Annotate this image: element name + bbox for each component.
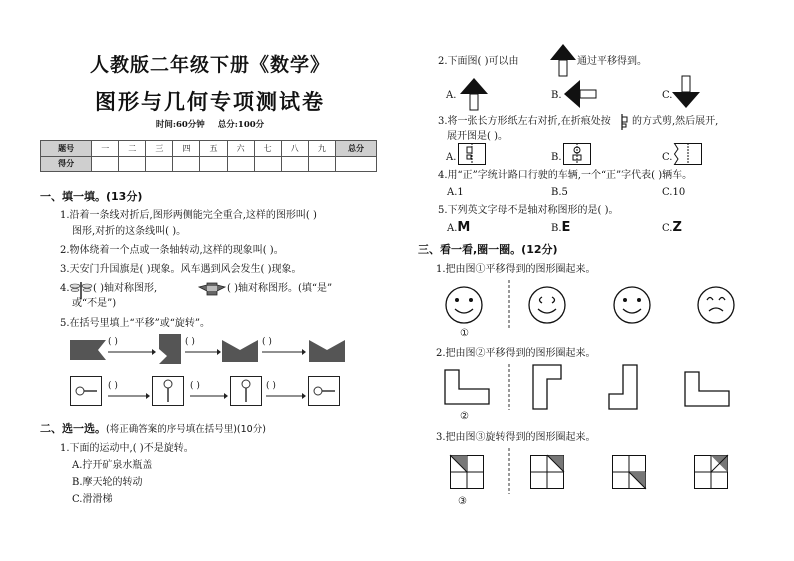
- s2-q1-option-a[interactable]: A.拧开矿泉水瓶盖: [72, 460, 153, 471]
- score-input-cell[interactable]: [119, 156, 146, 172]
- letter-m: M: [457, 220, 471, 235]
- arrow-up-shape-icon: [550, 44, 576, 78]
- arrow-right-icon: [190, 393, 228, 399]
- divider: [508, 364, 510, 410]
- square-pattern-option-3[interactable]: [694, 455, 728, 489]
- mark-3: ③: [458, 496, 467, 507]
- s2-q3-option-a[interactable]: A.: [446, 152, 457, 163]
- score-table: [40, 140, 377, 172]
- score-input-cell[interactable]: [308, 156, 335, 172]
- key-frame-2: [152, 376, 184, 406]
- score-table-header-cell: 二: [119, 141, 146, 157]
- smiley-face-option-1[interactable]: [527, 285, 567, 325]
- smiley-face-option-3[interactable]: [696, 285, 736, 325]
- score-input-cell[interactable]: [146, 156, 173, 172]
- s1-q5-answer-6[interactable]: ( ): [266, 381, 276, 391]
- notched-top-shape: [222, 340, 258, 362]
- s2-q4-option-c[interactable]: C.10: [662, 187, 686, 198]
- section3-title: 三、看一看,圈一圈。(12分): [418, 243, 558, 256]
- score-table-score-row: [41, 156, 377, 172]
- option-a-arrow-up-icon: [460, 78, 488, 112]
- score-table-header-cell: 五: [200, 141, 227, 157]
- mark-2: ②: [460, 411, 469, 422]
- option-c-unfold-icon: [674, 143, 702, 165]
- arrow-right-icon: [185, 349, 221, 355]
- l-shape-option-3[interactable]: [684, 371, 730, 407]
- s2-q2-part2: 通过平移得到。: [577, 56, 647, 67]
- smiley-face-option-2[interactable]: [612, 285, 652, 325]
- score-input-cell[interactable]: [227, 156, 254, 172]
- s1-q2: 2.物体绕着一个点或一条轴转动,这样的现象叫( )。: [60, 245, 284, 256]
- s2-q5-option-c[interactable]: [662, 220, 682, 236]
- key-frame-1: [70, 376, 102, 406]
- s3-q2: 2.把由图②平移得到的图形圈起来。: [436, 348, 596, 359]
- arrow-right-icon: [108, 393, 150, 399]
- score-input-cell[interactable]: [254, 156, 281, 172]
- divider: [508, 448, 510, 494]
- option-b-arrow-left-icon: [564, 80, 598, 108]
- car-logo-icon: [198, 282, 226, 296]
- s2-q3-part3: 展开图是( )。: [447, 131, 508, 142]
- s2-q5-option-b[interactable]: [551, 220, 570, 236]
- score-table-header-cell: 八: [281, 141, 308, 157]
- s2-q5-option-b-label: B.: [551, 223, 562, 234]
- s1-q5-answer-4[interactable]: ( ): [108, 381, 118, 391]
- cut-pattern-icon: [620, 114, 630, 130]
- s2-q4-option-a[interactable]: A.1: [447, 187, 464, 198]
- s1-q5-answer-3[interactable]: ( ): [262, 337, 272, 347]
- s2-q3-part1: 3.将一张长方形纸左右对折,在折痕处按: [438, 116, 611, 127]
- section2-title: [40, 420, 266, 436]
- s2-q2-option-b[interactable]: B.: [551, 90, 562, 101]
- s1-q1-line2: 图形,对折的这条线叫( )。: [72, 226, 187, 237]
- arrow-right-icon: [262, 349, 306, 355]
- score-table-header-cell: 九: [308, 141, 335, 157]
- s1-q5: 5.在括号里填上“平移”或“旋转”。: [60, 318, 210, 329]
- score-input-cell[interactable]: [173, 156, 200, 172]
- divider: [508, 280, 510, 330]
- score-table-header-cell: 三: [146, 141, 173, 157]
- s1-q5-answer-1[interactable]: ( ): [108, 337, 118, 347]
- s2-q3-option-c[interactable]: C.: [662, 152, 673, 163]
- score-table-label-cell: 题号: [41, 141, 92, 157]
- s2-q1: 1.下面的运动中,( )不是旋转。: [60, 443, 194, 454]
- score-input-cell[interactable]: [200, 156, 227, 172]
- s1-q5-answer-2[interactable]: ( ): [185, 337, 195, 347]
- section1-title: 一、填一填。(13分): [40, 190, 143, 203]
- s1-q4-part2: ( )轴对称图形。(填“是”: [227, 283, 333, 294]
- s3-q3: 3.把由图③旋转得到的图形圈起来。: [436, 432, 596, 443]
- notched-arrow-shape: [70, 338, 108, 362]
- s2-q3-part2: 的方式剪,然后展开,: [632, 116, 719, 127]
- s2-q1-option-c[interactable]: C.滑滑梯: [72, 494, 113, 505]
- s1-q5-answer-5[interactable]: ( ): [190, 381, 200, 391]
- l-shape-original: [444, 369, 490, 405]
- notched-arrow-rotated-shape: [157, 334, 183, 364]
- score-table-header-cell: 四: [173, 141, 200, 157]
- arrow-right-icon: [108, 349, 156, 355]
- l-shape-option-2[interactable]: [608, 364, 638, 410]
- option-a-unfold-icon: [458, 143, 486, 165]
- notched-top-shape-2: [309, 340, 345, 362]
- option-c-arrow-down-icon: [672, 76, 700, 110]
- section2-title-text: 二、选一选。: [40, 422, 106, 435]
- s2-q5-option-a[interactable]: [447, 220, 470, 236]
- s1-q3: 3.天安门升国旗是( )现象。风车遇到风会发生( )现象。: [60, 264, 302, 275]
- s2-q2-option-a[interactable]: A.: [446, 90, 457, 101]
- square-pattern-original: [450, 455, 484, 489]
- page-title: 人教版二年级下册《数学》: [90, 54, 331, 76]
- score-table-header-row: [41, 141, 377, 157]
- s2-q5: 5.下列英文字母不是轴对称图形的是( )。: [438, 205, 619, 216]
- score-table-header-cell: 六: [227, 141, 254, 157]
- s2-q4: 4.用“正”字统计路口行驶的车辆,一个“正”字代表( )辆车。: [438, 170, 693, 181]
- score-table-header-cell: 七: [254, 141, 281, 157]
- smiley-face-original: [444, 285, 484, 325]
- s1-q4-part1: ( )轴对称图形,: [93, 283, 158, 294]
- s2-q2-option-c[interactable]: C.: [662, 90, 673, 101]
- score-table-header-cell: 总分: [336, 141, 377, 157]
- arrow-right-icon: [266, 393, 306, 399]
- page-subtitle: 图形与几何专项测试卷: [95, 90, 325, 114]
- s2-q5-option-a-label: A.: [447, 223, 458, 234]
- letter-z: Z: [672, 220, 682, 235]
- s2-q4-option-b[interactable]: B.5: [551, 187, 568, 198]
- score-input-cell[interactable]: [92, 156, 119, 172]
- square-pattern-option-1[interactable]: [530, 455, 564, 489]
- mark-1: ①: [460, 328, 469, 339]
- s1-q1-line1: 1.沿着一条线对折后,图形两侧能完全重合,这样的图形叫( ): [60, 210, 317, 221]
- l-shape-option-1[interactable]: [532, 364, 562, 410]
- s2-q5-option-c-label: C.: [662, 223, 673, 234]
- exam-meta: 时间:60分钟 总分:100分: [155, 120, 265, 130]
- score-table-label-cell: 得分: [41, 156, 92, 172]
- s1-q4-num: 4.: [60, 283, 70, 294]
- option-b-unfold-icon: [563, 143, 591, 165]
- s1-q4-hint: 或“不是”): [72, 298, 117, 309]
- square-pattern-option-2[interactable]: [612, 455, 646, 489]
- score-input-cell[interactable]: [336, 156, 377, 172]
- s2-q1-option-b[interactable]: B.摩天轮的转动: [72, 477, 143, 488]
- s3-q1: 1.把由图①平移得到的图形圈起来。: [436, 264, 596, 275]
- key-frame-3: [230, 376, 262, 406]
- s2-q2-part1: 2.下面图( )可以由: [438, 56, 519, 67]
- s2-q3-option-b[interactable]: B.: [551, 152, 562, 163]
- key-frame-4: [308, 376, 340, 406]
- score-input-cell[interactable]: [281, 156, 308, 172]
- score-table-header-cell: 一: [92, 141, 119, 157]
- section2-note: (将正确答案的序号填在括号里)(10分): [106, 424, 266, 435]
- letter-e: E: [561, 220, 571, 235]
